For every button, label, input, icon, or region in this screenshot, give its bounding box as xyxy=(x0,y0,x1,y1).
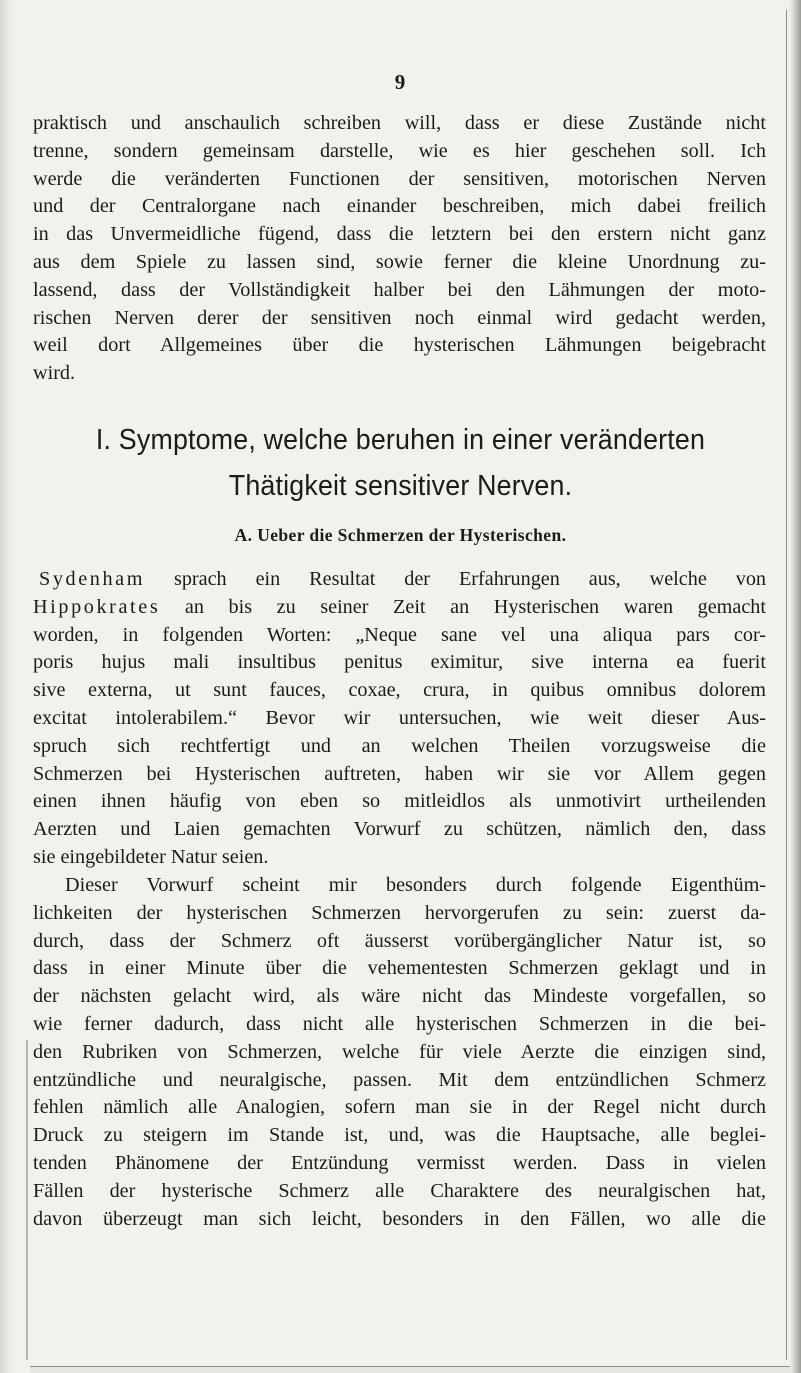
text-line: rischen Nerven derer der sensitiven noch einmal wird gedacht werden, xyxy=(33,306,766,329)
subsection-heading: A. Ueber die Schmerzen der Hysterischen. xyxy=(234,525,567,545)
text-line xyxy=(33,566,766,594)
paragraph-vorwurf xyxy=(33,872,766,1233)
text-line: Schmerzen bei Hysterischen auftreten, haben wir sie vor Allem gegen xyxy=(33,762,766,785)
text-line: fehlen nämlich alle Analogien, sofern man sie in der Regel nicht durch xyxy=(33,1096,766,1119)
text-line: sive externa, ut sunt fauces, coxae, crura, in quibus omnibus dolorem xyxy=(33,679,766,702)
text-line: werde die veränderten Functionen der sensitiven, motorischen Nerven xyxy=(33,167,766,190)
text-span: an bis zu seiner Zeit an Hysterischen waren gemacht xyxy=(184,595,766,618)
text-line: Aerzten und Laien gemachten Vorwurf zu schützen, nämlich den, dass xyxy=(33,818,766,841)
text-line: dass in einer Minute über die vehementesten Schmerzen geklagt und in xyxy=(33,957,766,980)
page-right-border-line xyxy=(786,10,787,1360)
text-line: wird. xyxy=(33,362,76,385)
text-line: entzündliche und neuralgische, passen. Mit dem entzündlichen Schmerz xyxy=(33,1068,766,1091)
text-line: lichkeiten der hysterischen Schmerzen hervorgerufen zu sein: zuerst da- xyxy=(33,901,766,924)
text-line: lassend, dass der Vollständigkeit halber bei den Lähmungen der moto- xyxy=(33,278,766,301)
text-line: worden, in folgenden Worten: „Neque sane vel una aliqua pars cor- xyxy=(33,623,766,646)
text-line: praktisch und anschaulich schreiben will, dass er diese Zustände nicht xyxy=(33,112,766,134)
text-line: Dieser Vorwurf scheint mir besonders durch folgende Eigenthüm- xyxy=(65,874,766,896)
text-line: in das Unvermeidliche fügend, dass die letztern bei den erstern nicht ganz xyxy=(33,223,766,246)
intro-paragraph xyxy=(33,110,766,388)
text-line: der nächsten gelacht wird, als wäre nicht das Mindeste vorgefallen, so xyxy=(33,985,766,1008)
text-line: und der Centralorgane nach einander beschreiben, mich dabei freilich xyxy=(33,195,766,218)
text-line: weil dort Allgemeines über die hysterischen Lähmungen beigebracht xyxy=(33,334,766,357)
text-line xyxy=(33,594,766,622)
text-line: aus dem Spiele zu lassen sind, sowie ferner die kleine Unordnung zu- xyxy=(33,250,766,273)
text-line: den Rubriken von Schmerzen, welche für viele Aerzte die einzigen sind, xyxy=(33,1040,766,1063)
text-line: Fällen der hysterische Schmerz alle Charaktere des neuralgischen hat, xyxy=(33,1179,766,1202)
paragraph-sydenham xyxy=(33,566,766,872)
text-line: spruch sich rechtfertigt und an welchen Theilen vorzugsweise die xyxy=(33,734,766,757)
page-right-edge xyxy=(789,0,801,1373)
author-name-sydenham: Sydenham xyxy=(39,568,146,590)
binding-shadow-line xyxy=(26,1040,28,1360)
text-line: tenden Phänomene der Entzündung vermisst werden. Dass in vielen xyxy=(33,1151,766,1174)
text-line: Druck zu steigern im Stande ist, und, was die Hauptsache, alle beglei- xyxy=(33,1124,766,1147)
page-number: 9 xyxy=(394,70,407,94)
text-line: einen ihnen häufig von eben so mitleidlos als unmotivirt urtheilenden xyxy=(33,790,766,813)
text-span: sprach ein Resultat der Erfahrungen aus, welche von xyxy=(173,568,767,590)
text-line: trenne, sondern gemeinsam darstelle, wie es hier geschehen soll. Ich xyxy=(33,139,766,162)
text-line: davon überzeugt man sich leicht, besonders in den Fällen, wo alle die xyxy=(33,1207,766,1230)
page-left-margin xyxy=(0,0,14,1373)
text-line: sie eingebildeter Natur seien. xyxy=(33,845,269,868)
text-line: poris hujus mali insultibus penitus eximitur, sive interna ea fuerit xyxy=(33,651,766,674)
text-line: excitat intolerabilem.“ Bevor wir untersuchen, wie weit dieser Aus- xyxy=(33,706,766,729)
page-bottom-edge xyxy=(30,1366,790,1373)
author-name-hippokrates: Hippokrates xyxy=(33,595,161,618)
section-heading-line-2: Thätigkeit sensitiver Nerven. xyxy=(228,470,573,502)
section-heading-line-1: I. Symptome, welche beruhen in einer veränderten xyxy=(95,424,706,456)
text-line: durch, dass der Schmerz oft äusserst vorübergänglicher Natur ist, so xyxy=(33,929,766,952)
text-line: wie ferner dadurch, dass nicht alle hysterischen Schmerzen in die bei- xyxy=(33,1012,766,1035)
